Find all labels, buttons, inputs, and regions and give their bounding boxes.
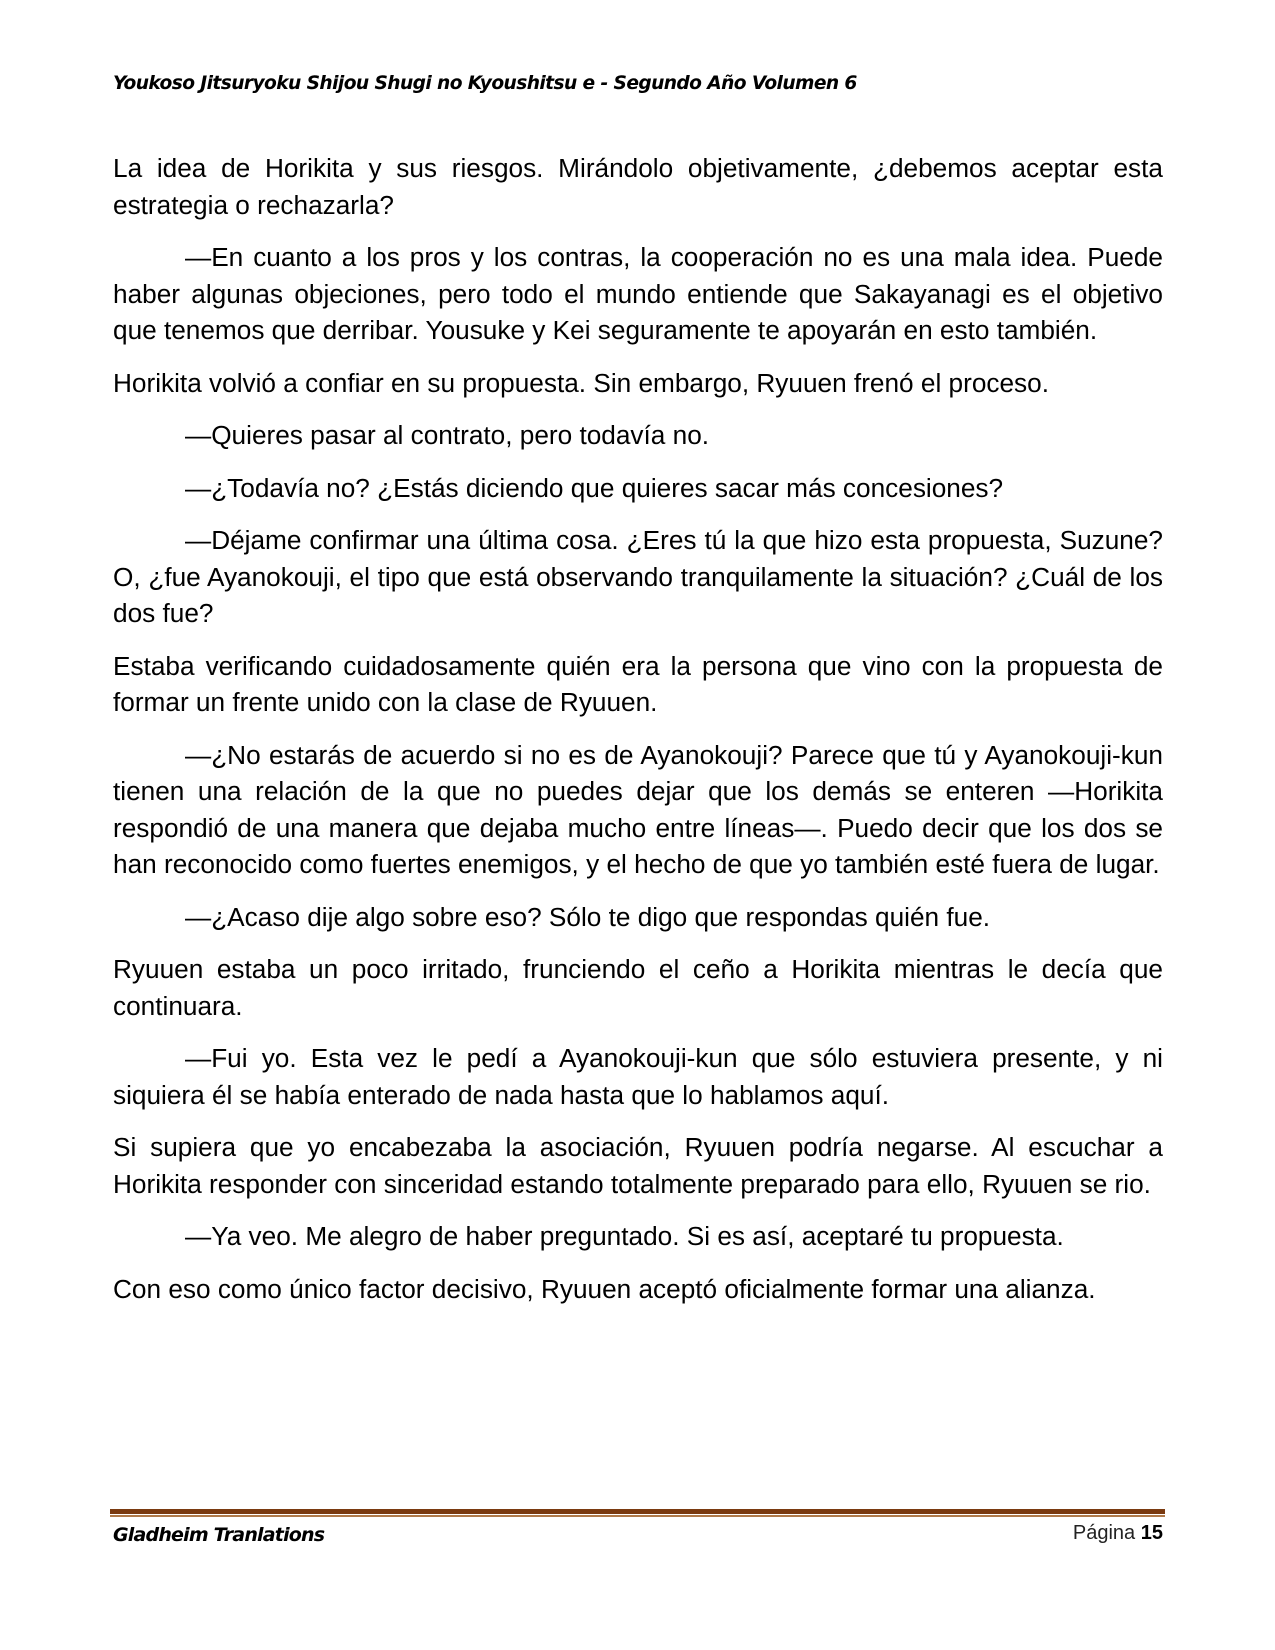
page-number bbox=[1073, 1522, 1163, 1545]
footer-credit: Gladheim Tranlations bbox=[113, 1524, 325, 1546]
page-number-value: 15 bbox=[1140, 1522, 1163, 1544]
paragraph-dialogue: —¿No estarás de acuerdo si no es de Ayanokouji? Parece que tú y Ayanokouji-kun tienen una relación de la que no puedes dejar que los demás se enteren —Horikita respondió de una manera que dejaba mucho entre líneas—. Puedo decir que los dos se han reconocido como fuertes enemigos, y el hecho de que yo también esté fuera de lugar. bbox=[113, 739, 1163, 879]
page-body bbox=[113, 150, 1163, 1323]
footer-divider-thin bbox=[110, 1515, 1165, 1517]
paragraph-dialogue: —¿Todavía no? ¿Estás diciendo que quieres sacar más concesiones? bbox=[185, 472, 1004, 503]
paragraph-narration: Estaba verificando cuidadosamente quién era la persona que vino con la propuesta de formar un frente unido con la clase de Ryuuen. bbox=[113, 650, 1163, 717]
paragraph-narration: Si supiera que yo encabezaba la asociación, Ryuuen podría negarse. Al escuchar a Horikita responder con sinceridad estando totalmente preparado para ello, Ryuuen se rio. bbox=[113, 1132, 1163, 1199]
paragraph-dialogue: —¿Acaso dije algo sobre eso? Sólo te digo que respondas quién fue. bbox=[185, 901, 991, 932]
paragraph-narration: Con eso como único factor decisivo, Ryuuen aceptó oficialmente formar una alianza. bbox=[113, 1273, 1096, 1304]
paragraph-dialogue: —Fui yo. Esta vez le pedí a Ayanokouji-kun que sólo estuviera presente, y ni siquiera él se había enterado de nada hasta que lo hablamos aquí. bbox=[113, 1043, 1163, 1110]
paragraph-narration: Ryuuen estaba un poco irritado, frunciendo el ceño a Horikita mientras le decía que continuara. bbox=[113, 954, 1163, 1021]
paragraph-narration: La idea de Horikita y sus riesgos. Mirándolo objetivamente, ¿debemos aceptar esta estrategia o rechazarla? bbox=[113, 153, 1163, 220]
running-header: Youkoso Jitsuryoku Shijou Shugi no Kyoushitsu e - Segundo Año Volumen 6 bbox=[113, 72, 857, 94]
paragraph-dialogue: —Ya veo. Me alegro de haber preguntado. Si es así, aceptaré tu propuesta. bbox=[185, 1221, 1064, 1251]
paragraph-dialogue: —Déjame confirmar una última cosa. ¿Eres tú la que hizo esta propuesta, Suzune? O, ¿fue Ayanokouji, el tipo que está observando tranquilamente la situación? ¿Cuál de los dos fue? bbox=[113, 525, 1163, 628]
paragraph-dialogue: —En cuanto a los pros y los contras, la cooperación no es una mala idea. Puede haber algunas objeciones, pero todo el mundo entiende que Sakayanagi es el objetivo que tenemos que derribar. Yousuke y Kei seguramente te apoyarán en esto también. bbox=[113, 242, 1163, 345]
paragraph-dialogue: —Quieres pasar al contrato, pero todavía no. bbox=[185, 420, 710, 450]
page-label: Página bbox=[1072, 1522, 1136, 1544]
paragraph-narration: Horikita volvió a confiar en su propuesta. Sin embargo, Ryuuen frenó el proceso. bbox=[113, 367, 1049, 398]
footer-divider bbox=[110, 1509, 1165, 1517]
